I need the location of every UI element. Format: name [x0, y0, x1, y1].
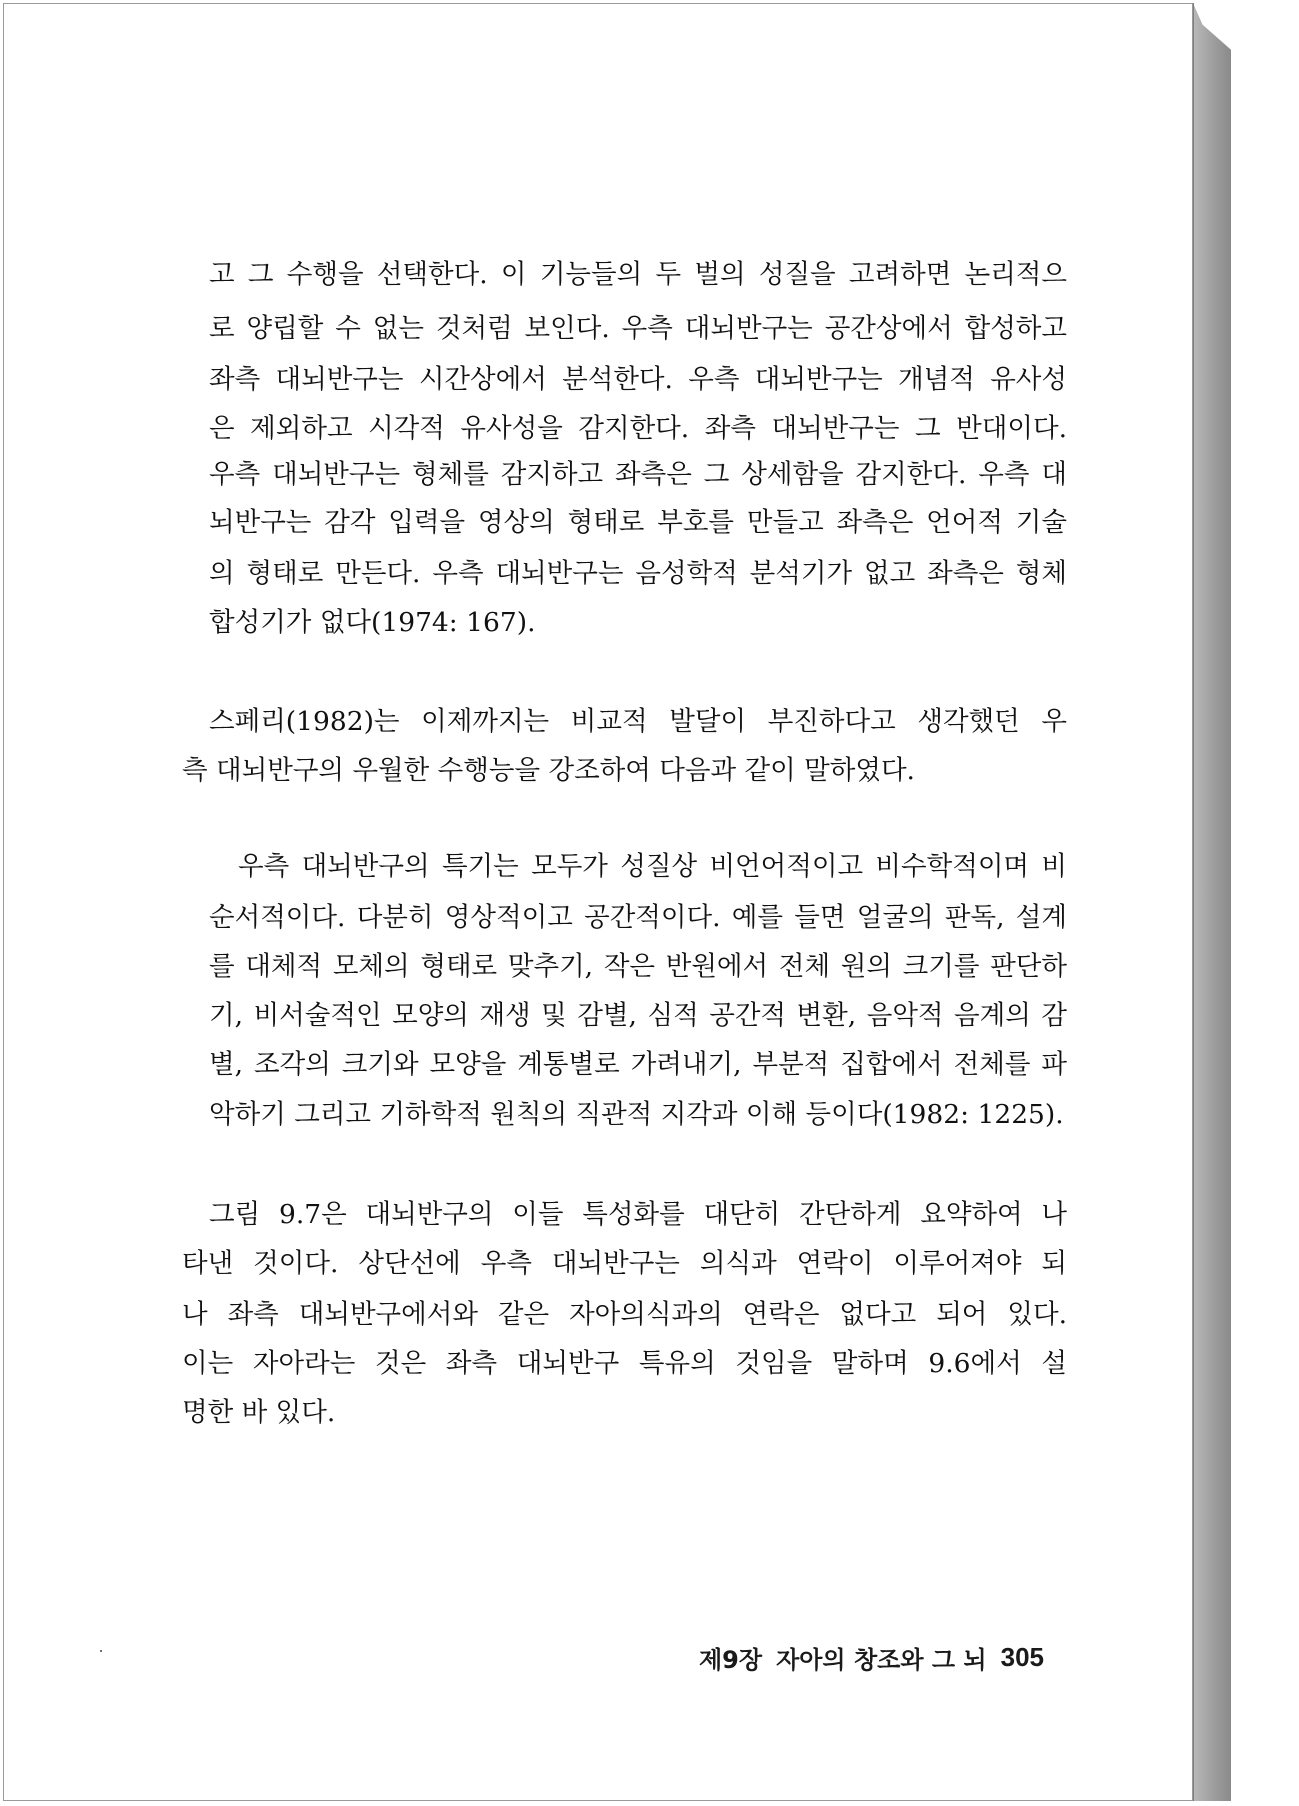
text-line: 우측 대뇌반구는 형체를 감지하고 좌측은 그 상세함을 감지한다. 우측 대 — [209, 459, 1067, 490]
page-number: 305 — [1000, 1641, 1044, 1672]
text-line: 기, 비서술적인 모양의 재생 및 감별, 심적 공간적 변환, 음악적 음계의 감 — [209, 1000, 1067, 1031]
text-line: 나 좌측 대뇌반구에서와 같은 자아의식과의 연락은 없다고 되어 있다. — [182, 1299, 1067, 1330]
book-page — [3, 3, 1193, 1801]
text-line: 합성기가 없다(1974: 167). — [209, 607, 536, 638]
scan-speck — [100, 1650, 102, 1652]
text-line: 이는 자아라는 것은 좌측 대뇌반구 특유의 것임을 말하며 9.6에서 설 — [182, 1348, 1067, 1379]
text-line: 그림 9.7은 대뇌반구의 이들 특성화를 대단히 간단하게 요약하여 나 — [209, 1199, 1067, 1230]
text-line: 명한 바 있다. — [182, 1397, 336, 1428]
page-stack-edge — [1193, 3, 1231, 1801]
text-line: 측 대뇌반구의 우월한 수행능을 강조하여 다음과 같이 말하였다. — [182, 755, 915, 786]
text-line: 스페리(1982)는 이제까지는 비교적 발달이 부진하다고 생각했던 우 — [209, 706, 1067, 737]
text-line: 은 제외하고 시각적 유사성을 감지한다. 좌측 대뇌반구는 그 반대이다. — [209, 413, 1067, 444]
text-line: 좌측 대뇌반구는 시간상에서 분석한다. 우측 대뇌반구는 개념적 유사성 — [209, 364, 1067, 395]
chapter-label: 제9장 — [698, 1645, 763, 1674]
text-line: 우측 대뇌반구의 특기는 모두가 성질상 비언어적이고 비수학적이며 비 — [238, 851, 1067, 882]
text-line: 뇌반구는 감각 입력을 영상의 형태로 부호를 만들고 좌측은 언어적 기술 — [209, 507, 1067, 538]
running-footer — [664, 1640, 1044, 1674]
text-line: 를 대체적 모체의 형태로 맞추기, 작은 반원에서 전체 원의 크기를 판단하 — [209, 951, 1067, 982]
text-line: 타낸 것이다. 상단선에 우측 대뇌반구는 의식과 연락이 이루어져야 되 — [182, 1248, 1067, 1279]
text-line: 별, 조각의 크기와 모양을 계통별로 가려내기, 부분적 집합에서 전체를 파 — [209, 1049, 1067, 1080]
chapter-title: 자아의 창조와 그 뇌 — [776, 1645, 987, 1674]
text-line: 고 그 수행을 선택한다. 이 기능들의 두 벌의 성질을 고려하면 논리적으 — [209, 259, 1067, 290]
page-content — [4, 4, 1194, 1802]
text-line: 의 형태로 만든다. 우측 대뇌반구는 음성학적 분석기가 없고 좌측은 형체 — [209, 558, 1067, 589]
text-line: 악하기 그리고 기하학적 원칙의 직관적 지각과 이해 등이다(1982: 1225). — [209, 1099, 1064, 1130]
text-line: 로 양립할 수 없는 것처럼 보인다. 우측 대뇌반구는 공간상에서 합성하고 — [209, 313, 1067, 344]
text-line: 순서적이다. 다분히 영상적이고 공간적이다. 예를 들면 얼굴의 판독, 설계 — [209, 902, 1067, 933]
